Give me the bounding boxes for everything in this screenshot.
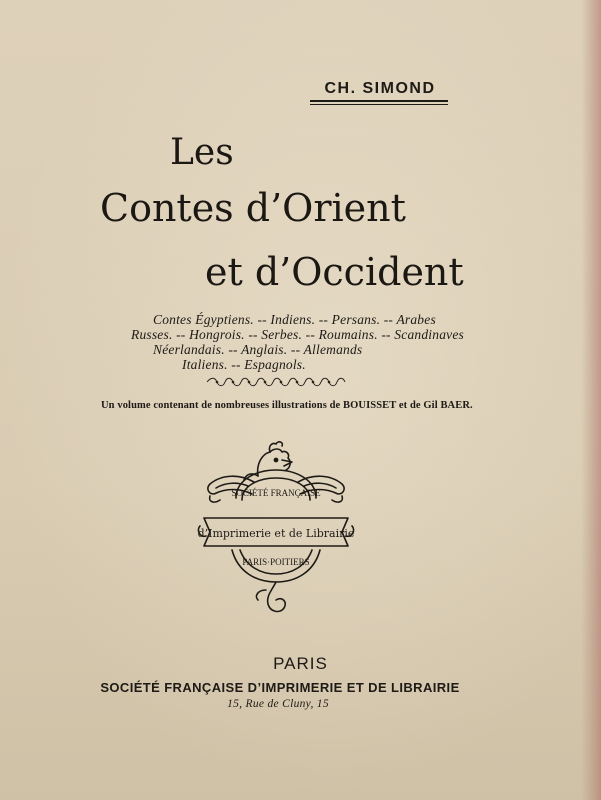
imprint-publisher: SOCIÉTÉ FRANÇAISE D’IMPRIMERIE ET DE LIBRAIRIE bbox=[100, 680, 460, 695]
ornament-divider-icon bbox=[205, 376, 347, 388]
page-edge-shadow bbox=[581, 0, 601, 800]
imprint-address: 15, Rue de Cluny, 15 bbox=[227, 698, 329, 710]
illustrations-note: Un volume contenant de nombreuses illustrations de BOUISSET et de Gil BAER. bbox=[101, 400, 473, 411]
author-rule bbox=[310, 100, 448, 102]
author-name: CH. SIMOND bbox=[324, 80, 436, 97]
subtitle-line: Italiens. -- Espagnols. bbox=[182, 357, 306, 372]
emblem-arc-bottom-text: PARIS·POITIERS bbox=[242, 557, 310, 567]
subtitle-line: Russes. -- Hongrois. -- Serbes. -- Roumains. -- Scandinaves bbox=[131, 327, 464, 342]
subtitle-line: Contes Égyptiens. -- Indiens. -- Persans. -- Arabes bbox=[153, 312, 436, 327]
emblem-arc-top-text: SOCIÉTÉ FRANÇAISE bbox=[231, 488, 321, 498]
book-title-line-1: Les bbox=[170, 132, 234, 173]
author-rule-thin bbox=[310, 104, 448, 105]
rooster-publisher-emblem-icon bbox=[196, 440, 356, 625]
subtitle-line: Néerlandais. -- Anglais. -- Allemands bbox=[153, 342, 363, 357]
imprint-city: PARIS bbox=[273, 654, 328, 673]
book-title-line-2: Contes d’Orient bbox=[100, 186, 406, 230]
emblem-banner-text: d’Imprimerie et de Librairie bbox=[197, 527, 355, 540]
book-title-line-3: et d’Occident bbox=[205, 250, 464, 294]
